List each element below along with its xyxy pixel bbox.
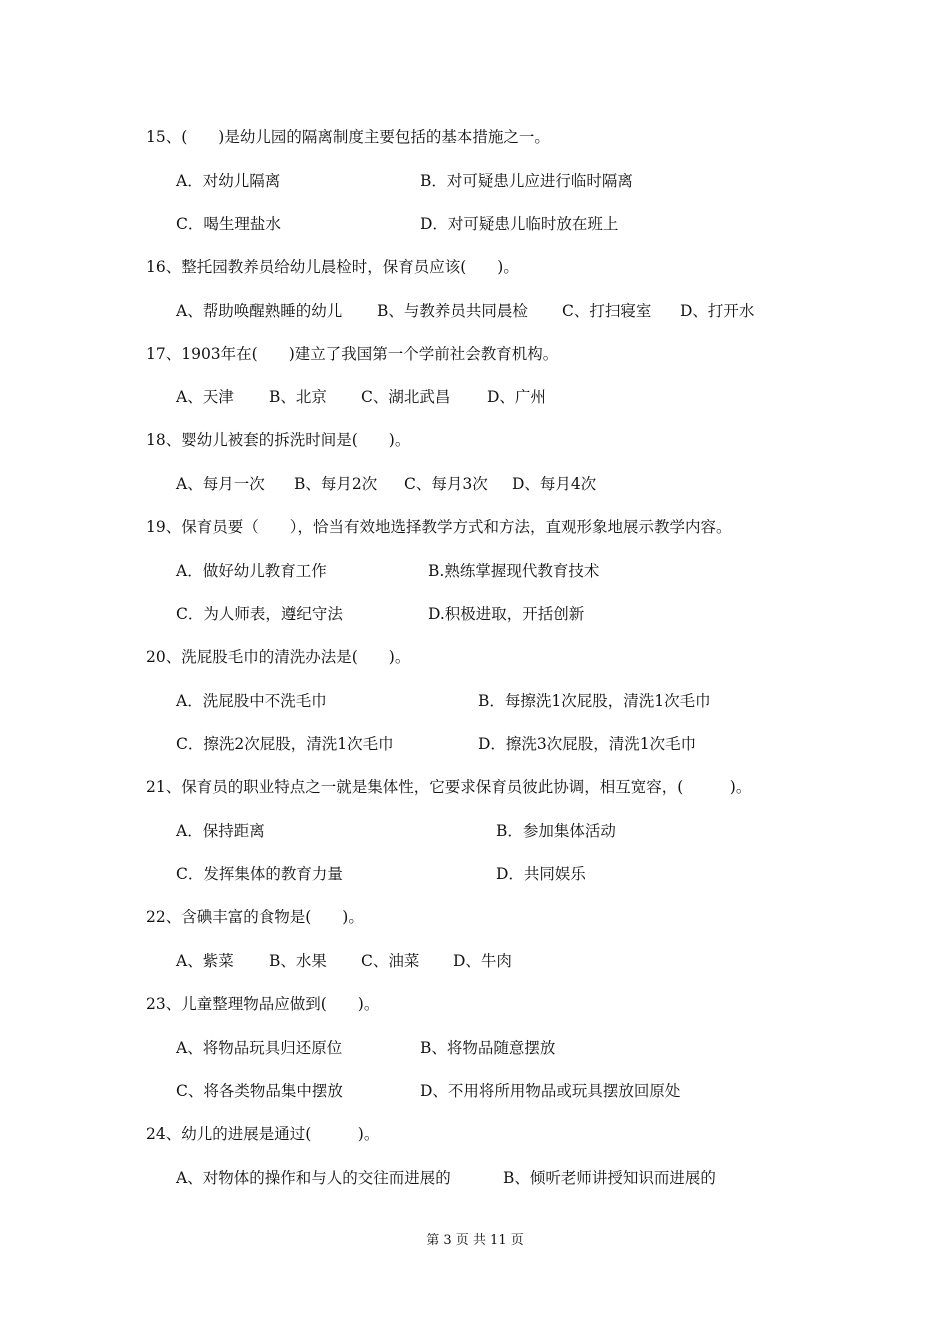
option-22-a: A、紫菜 <box>176 952 234 970</box>
page-footer: 第 3 页 共 11 页 <box>426 1233 524 1248</box>
option-21-d: D．共同娱乐 <box>496 865 586 883</box>
option-21-c: C．发挥集体的教育力量 <box>176 865 343 883</box>
option-19-c: C．为人师表，遵纪守法 <box>176 605 343 623</box>
option-18-a: A、每月一次 <box>176 475 265 493</box>
option-24-b: B、倾听老师讲授知识而进展的 <box>503 1169 716 1187</box>
question-19: 19、保育员要（ ），恰当有效地选择教学方式和方法，直观形象地展示教学内容。 <box>146 518 732 536</box>
option-15-c: C．喝生理盐水 <box>176 215 281 233</box>
option-17-c: C、湖北武昌 <box>361 388 451 406</box>
option-22-d: D、牛肉 <box>453 952 512 970</box>
option-16-b: B、与教养员共同晨检 <box>377 302 528 320</box>
option-18-d: D、每月4次 <box>512 475 597 493</box>
option-20-b: B．每擦洗1次屁股，清洗1次毛巾 <box>478 692 711 710</box>
question-24: 24、幼儿的进展是通过( )。 <box>146 1125 380 1143</box>
option-15-d: D．对可疑患儿临时放在班上 <box>420 215 619 233</box>
option-17-a: A、天津 <box>176 388 234 406</box>
option-20-a: A．洗屁股中不洗毛巾 <box>176 692 327 710</box>
option-22-b: B、水果 <box>269 952 327 970</box>
option-22-c: C、油菜 <box>361 952 420 970</box>
option-21-a: A．保持距离 <box>176 822 265 840</box>
option-20-d: D．擦洗3次屁股，清洗1次毛巾 <box>478 735 697 753</box>
option-23-b: B、将物品随意摆放 <box>420 1039 556 1057</box>
option-16-a: A、帮助唤醒熟睡的幼儿 <box>176 302 343 320</box>
option-15-b: B．对可疑患儿应进行临时隔离 <box>420 172 633 190</box>
option-15-a: A．对幼儿隔离 <box>176 172 281 190</box>
option-23-c: C、将各类物品集中摆放 <box>176 1082 343 1100</box>
question-20: 20、洗屁股毛巾的清洗办法是( )。 <box>146 648 411 666</box>
option-20-c: C．擦洗2次屁股，清洗1次毛巾 <box>176 735 394 753</box>
question-22: 22、含碘丰富的食物是( )。 <box>146 908 364 926</box>
question-21: 21、保育员的职业特点之一就是集体性，它要求保育员彼此协调，相互宽容，( )。 <box>146 778 752 796</box>
option-23-d: D、不用将所用物品或玩具摆放回原处 <box>420 1082 681 1100</box>
question-16: 16、整托园教养员给幼儿晨检时，保育员应该( )。 <box>146 258 519 276</box>
option-17-b: B、北京 <box>269 388 327 406</box>
option-19-b: B.熟练掌握现代教育技术 <box>428 562 600 580</box>
option-18-b: B、每月2次 <box>294 475 378 493</box>
question-17: 17、1903年在( )建立了我国第一个学前社会教育机构。 <box>146 345 559 363</box>
option-19-d: D.积极进取，开括创新 <box>428 605 585 623</box>
option-18-c: C、每月3次 <box>404 475 488 493</box>
option-16-d: D、打开水 <box>680 302 755 320</box>
option-21-b: B．参加集体活动 <box>496 822 616 840</box>
option-16-c: C、打扫寝室 <box>562 302 652 320</box>
option-23-a: A、将物品玩具归还原位 <box>176 1039 343 1057</box>
question-15: 15、( )是幼儿园的隔离制度主要包括的基本措施之一。 <box>146 128 550 146</box>
option-19-a: A．做好幼儿教育工作 <box>176 562 327 580</box>
option-17-d: D、广州 <box>487 388 546 406</box>
option-24-a: A、对物体的操作和与人的交往而进展的 <box>176 1169 451 1187</box>
question-23: 23、儿童整理物品应做到( )。 <box>146 995 380 1013</box>
question-18: 18、婴幼儿被套的拆洗时间是( )。 <box>146 431 411 449</box>
